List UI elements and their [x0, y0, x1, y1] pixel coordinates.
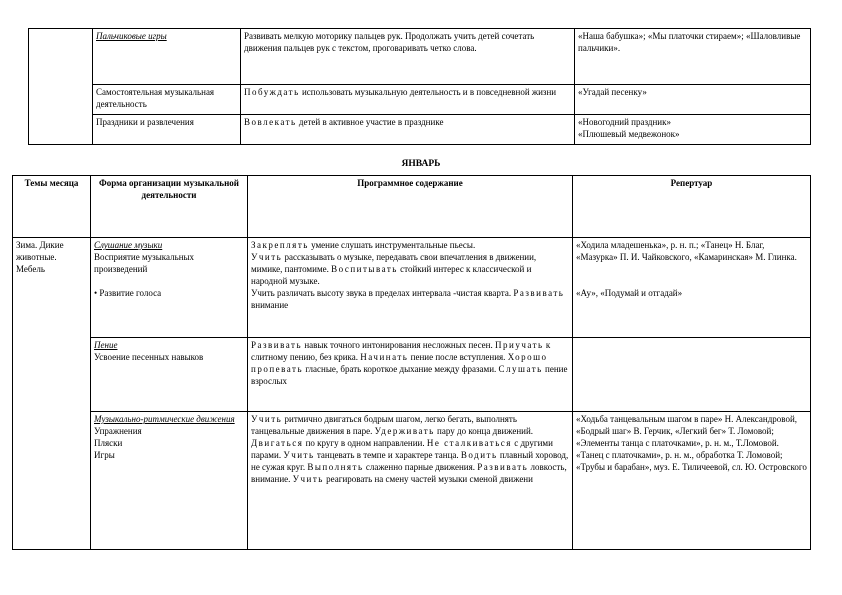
repertoire-cell: «Наша бабушка»; «Мы платочки стираем»; «Шаловливые пальчики».	[575, 29, 811, 85]
list-item: Игры	[94, 450, 115, 460]
table-row	[13, 412, 811, 550]
table-row	[29, 85, 811, 115]
content-cell: Побуждать использовать музыкальную деятельность и в повседневной жизни	[241, 85, 575, 115]
content-cell: Учить ритмично двигаться бодрым шагом, легко бегать, выполнять танцевальные движения в паре. Удерживать пару до конца движений. Двигаться по кругу в одном направлении. Не сталкиваться с другими парами. Учить танцевать в темпе и характере танца. Водить плавный хоровод, не сужая круг. Выполнять слаженно парные движения. Развивать ловкость, внимание. Учить реагировать на смену частей музыки сменой движени	[248, 412, 573, 550]
header-repertoire: Репертуар	[573, 176, 811, 238]
january-table	[12, 175, 811, 550]
form-cell: Слушание музыки Восприятие музыкальных произведений • Развитие голоса	[91, 238, 248, 338]
table-row	[13, 338, 811, 412]
table-row	[13, 238, 811, 338]
header-theme: Темы месяца	[13, 176, 91, 238]
form-cell: Праздники и развлечения	[93, 115, 241, 145]
list-item: Пляски	[94, 438, 123, 448]
content-cell: Закреплять умение слушать инструментальные пьесы. Учить рассказывать о музыке, передавать свои впечатления в движении, мимике, пантомиме. Воспитывать стойкий интерес к классической и народной музыке. Учить различать высоту звука в пределах интервала -чистая кварта. Развивать внимание	[248, 238, 573, 338]
form-cell: Музыкально-ритмические движения Упражнения Пляски Игры	[91, 412, 248, 550]
list-item: Упражнения	[94, 426, 142, 436]
repertoire-cell: «Ходьба танцевальным шагом в паре» Н. Александровой, «Бодрый шаг» В. Герчик, «Легкий бег» Т. Ломовой; «Элементы танца с платочками», р. н. м., Т.Ломовой. «Танец с платочками», р. н. м., обработка Т. Ломовой; «Трубы и барабан», муз. Е. Тиличеевой, сл. Ю. Островского	[573, 412, 811, 550]
content-cell: Вовлекать детей в активное участие в празднике	[241, 115, 575, 145]
header-content: Программное содержание	[248, 176, 573, 238]
form-cell: Пение Усвоение песенных навыков	[91, 338, 248, 412]
content-cell: Развивать мелкую моторику пальцев рук. Продолжать учить детей сочетать движения пальцев рук с текстом, проговаривать четко слова.	[241, 29, 575, 85]
form-cell	[93, 29, 241, 85]
header-form: Форма организации музыкальной деятельности	[91, 176, 248, 238]
repertoire-cell: «Ходила младешенька», р. н. п.; «Танец» Н. Благ, «Мазурка» П. И. Чайковского, «Камаринская» М. Глинка. «Ау», «Подумай и отгадай»	[573, 238, 811, 338]
theme-cell: Зима. Дикие животные. Мебель	[13, 238, 91, 550]
repertoire-cell: «Угадай песенку»	[575, 85, 811, 115]
top-table	[28, 28, 811, 145]
form-label: Пальчиковые игры	[96, 31, 167, 41]
content-cell: Развивать навык точного интонирования несложных песен. Приучать к слитному пению, без крика. Начинать пение после вступления. Хорошо пропевать гласные, брать короткое дыхание между фразами. Слушать пение взрослых	[248, 338, 573, 412]
table-row	[29, 115, 811, 145]
form-cell: Самостоятельная музыкальная деятельность	[93, 85, 241, 115]
empty-theme-cell	[29, 29, 93, 145]
table-row	[29, 29, 811, 85]
repertoire-cell	[573, 338, 811, 412]
repertoire-cell: «Новогодний праздник» «Плюшевый медвежонок»	[575, 115, 811, 145]
month-title: ЯНВАРЬ	[401, 159, 441, 169]
header-row	[13, 176, 811, 238]
